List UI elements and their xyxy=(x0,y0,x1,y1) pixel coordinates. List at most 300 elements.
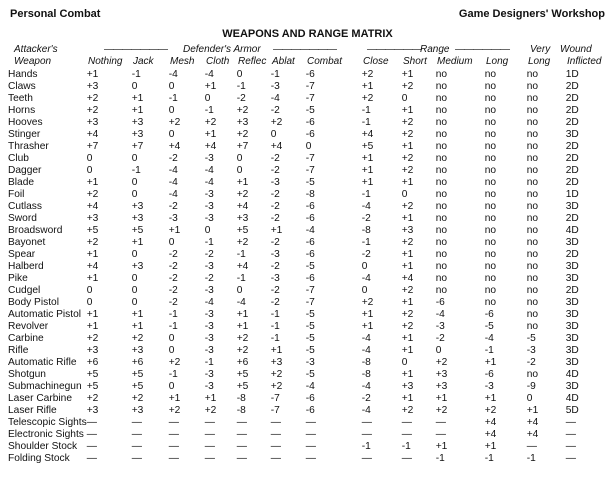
table-cell: +1 xyxy=(86,273,99,284)
table-cell: -6 xyxy=(305,69,315,80)
table-cell: +2 xyxy=(401,237,414,248)
column-header: Inflicted xyxy=(567,56,602,67)
table-cell: -2 xyxy=(168,201,178,212)
column-header: Ablat xyxy=(272,56,295,67)
weapon-name: Shoulder Stock xyxy=(8,441,78,452)
table-cell: -1 xyxy=(204,105,214,116)
weapon-name: Dagger xyxy=(8,165,42,176)
table-cell: -1 xyxy=(270,333,280,344)
table-row xyxy=(8,429,606,441)
table-cell: 2D xyxy=(565,177,579,188)
table-cell: 0 xyxy=(168,333,175,344)
table-cell: -4 xyxy=(204,177,214,188)
weapon-name: Carbine xyxy=(8,333,44,344)
table-cell: — xyxy=(305,417,316,428)
table-cell: +1 xyxy=(236,177,249,188)
column-header: Long xyxy=(528,56,551,67)
table-cell: +2 xyxy=(236,345,249,356)
defender-dash-left: ——————— xyxy=(104,44,167,55)
table-cell: -5 xyxy=(305,105,315,116)
table-row xyxy=(8,249,606,261)
weapon-name: Bayonet xyxy=(8,237,46,248)
defender-group-label: Defender's Armor xyxy=(183,44,261,55)
table-cell: +5 xyxy=(86,381,99,392)
table-cell: no xyxy=(484,285,497,296)
table-cell: -7 xyxy=(270,393,280,404)
table-cell: — xyxy=(270,453,281,464)
table-cell: 0 xyxy=(131,189,138,200)
table-cell: -7 xyxy=(305,93,315,104)
table-cell: 0 xyxy=(361,261,368,272)
weapon-name: Electronic Sights xyxy=(8,429,84,440)
table-cell: — xyxy=(401,453,412,464)
table-row xyxy=(8,405,606,417)
attacker-group-label: Attacker's xyxy=(14,44,58,55)
table-cell: -8 xyxy=(236,393,246,404)
table-cell: no xyxy=(484,177,497,188)
table-cell: -2 xyxy=(270,165,280,176)
table-cell: no xyxy=(435,93,448,104)
table-cell: -5 xyxy=(305,309,315,320)
table-cell: -6 xyxy=(305,201,315,212)
table-row xyxy=(8,417,606,429)
table-cell: -1 xyxy=(131,165,141,176)
table-cell: — xyxy=(236,429,247,440)
table-cell: -2 xyxy=(168,285,178,296)
table-cell: — xyxy=(361,429,372,440)
table-cell: +1 xyxy=(401,261,414,272)
table-cell: -3 xyxy=(204,261,214,272)
table-cell: -3 xyxy=(484,381,494,392)
table-cell: +1 xyxy=(401,213,414,224)
table-cell: -6 xyxy=(305,117,315,128)
table-cell: 0 xyxy=(86,165,93,176)
table-cell: +1 xyxy=(86,309,99,320)
range-dash-left: —————— xyxy=(367,44,421,55)
table-cell: no xyxy=(484,117,497,128)
table-cell: +2 xyxy=(236,129,249,140)
table-cell: no xyxy=(526,369,539,380)
table-cell: -4 xyxy=(361,381,371,392)
table-cell: +2 xyxy=(361,69,374,80)
table-cell: no xyxy=(526,201,539,212)
table-cell: +3 xyxy=(131,129,144,140)
table-cell: +2 xyxy=(168,357,181,368)
table-cell: 0 xyxy=(131,273,138,284)
table-row xyxy=(8,105,606,117)
weapon-name: Hooves xyxy=(8,117,43,128)
table-cell: +5 xyxy=(86,225,99,236)
table-cell: +5 xyxy=(361,141,374,152)
table-cell: 0 xyxy=(270,129,277,140)
table-cell: — xyxy=(565,429,576,440)
table-cell: no xyxy=(526,129,539,140)
table-cell: +4 xyxy=(401,273,414,284)
table-cell: +1 xyxy=(204,393,217,404)
table-row xyxy=(8,261,606,273)
table-cell: -2 xyxy=(270,213,280,224)
table-cell: no xyxy=(435,249,448,260)
table-cell: no xyxy=(435,177,448,188)
table-cell: -1 xyxy=(236,81,246,92)
table-cell: 0 xyxy=(131,297,138,308)
table-cell: -5 xyxy=(305,177,315,188)
table-cell: +3 xyxy=(236,213,249,224)
table-row xyxy=(8,141,606,153)
table-cell: +3 xyxy=(131,405,144,416)
table-cell: -2 xyxy=(168,273,178,284)
weapons-matrix xyxy=(8,69,606,465)
table-cell: 0 xyxy=(236,285,243,296)
table-cell: no xyxy=(526,165,539,176)
table-cell: no xyxy=(435,273,448,284)
table-cell: -1 xyxy=(236,249,246,260)
table-cell: -2 xyxy=(168,249,178,260)
table-cell: -3 xyxy=(270,249,280,260)
table-cell: no xyxy=(484,69,497,80)
table-cell: -1 xyxy=(270,309,280,320)
table-cell: -3 xyxy=(204,213,214,224)
table-row xyxy=(8,153,606,165)
table-cell: +6 xyxy=(131,357,144,368)
table-cell: -7 xyxy=(305,297,315,308)
weapon-name: Foil xyxy=(8,189,25,200)
table-cell: +1 xyxy=(361,321,374,332)
table-cell: 4D xyxy=(565,393,579,404)
table-cell: — xyxy=(236,453,247,464)
table-cell: — xyxy=(305,441,316,452)
weapon-name: Revolver xyxy=(8,321,49,332)
table-cell: +1 xyxy=(484,393,497,404)
table-cell: no xyxy=(526,297,539,308)
table-cell: no xyxy=(484,93,497,104)
table-cell: +3 xyxy=(401,225,414,236)
table-cell: +2 xyxy=(204,405,217,416)
table-cell: -5 xyxy=(305,261,315,272)
weapon-name: Pike xyxy=(8,273,28,284)
table-cell: 2D xyxy=(565,81,579,92)
weapon-name: Halberd xyxy=(8,261,44,272)
table-cell: no xyxy=(484,249,497,260)
table-cell: — xyxy=(526,441,537,452)
table-cell: — xyxy=(270,441,281,452)
table-cell: +1 xyxy=(86,249,99,260)
table-cell: — xyxy=(305,453,316,464)
table-cell: +3 xyxy=(131,345,144,356)
table-cell: +1 xyxy=(86,321,99,332)
table-cell: 3D xyxy=(565,345,579,356)
table-cell: +1 xyxy=(361,165,374,176)
table-cell: -4 xyxy=(361,345,371,356)
table-cell: -7 xyxy=(305,153,315,164)
table-cell: +2 xyxy=(401,309,414,320)
table-cell: no xyxy=(435,129,448,140)
table-cell: no xyxy=(526,237,539,248)
table-cell: — xyxy=(168,429,179,440)
table-cell: -3 xyxy=(204,333,214,344)
weapon-name: Body Pistol xyxy=(8,297,59,308)
table-cell: +1 xyxy=(401,249,414,260)
table-cell: — xyxy=(131,429,142,440)
column-header: Short xyxy=(403,56,427,67)
table-row xyxy=(8,321,606,333)
table-cell: -2 xyxy=(270,237,280,248)
table-cell: +1 xyxy=(361,177,374,188)
table-cell: +3 xyxy=(401,381,414,392)
table-cell: 2D xyxy=(565,117,579,128)
table-cell: 0 xyxy=(401,93,408,104)
table-cell: 0 xyxy=(361,285,368,296)
table-cell: +1 xyxy=(204,129,217,140)
table-cell: — xyxy=(86,417,97,428)
table-cell: no xyxy=(526,189,539,200)
table-cell: -4 xyxy=(270,93,280,104)
weapon-name: Submachinegun xyxy=(8,381,82,392)
table-cell: -4 xyxy=(361,405,371,416)
table-cell: -3 xyxy=(270,273,280,284)
table-cell: no xyxy=(435,153,448,164)
table-cell: -3 xyxy=(204,369,214,380)
table-cell: +2 xyxy=(236,333,249,344)
table-cell: no xyxy=(526,273,539,284)
table-cell: -8 xyxy=(361,225,371,236)
table-cell: -4 xyxy=(168,69,178,80)
table-cell: +2 xyxy=(131,393,144,404)
table-cell: no xyxy=(526,213,539,224)
table-cell: no xyxy=(526,261,539,272)
table-cell: no xyxy=(484,105,497,116)
table-cell: no xyxy=(435,201,448,212)
table-cell: 0 xyxy=(236,69,243,80)
table-cell: -2 xyxy=(361,213,371,224)
table-row xyxy=(8,297,606,309)
table-cell: -6 xyxy=(484,309,494,320)
table-row xyxy=(8,453,606,465)
table-cell: +1 xyxy=(484,441,497,452)
table-row xyxy=(8,189,606,201)
table-cell: -1 xyxy=(270,321,280,332)
table-cell: +1 xyxy=(204,81,217,92)
weapon-name: Sword xyxy=(8,213,37,224)
table-cell: -6 xyxy=(305,405,315,416)
table-cell: no xyxy=(484,81,497,92)
table-cell: +1 xyxy=(86,177,99,188)
table-cell: +6 xyxy=(236,357,249,368)
table-cell: +1 xyxy=(131,105,144,116)
table-cell: -1 xyxy=(168,93,178,104)
table-cell: -4 xyxy=(305,225,315,236)
table-cell: +4 xyxy=(204,141,217,152)
table-cell: 1D xyxy=(565,189,579,200)
table-cell: — xyxy=(435,417,446,428)
table-cell: — xyxy=(131,417,142,428)
table-cell: -8 xyxy=(305,189,315,200)
table-cell: +3 xyxy=(131,201,144,212)
table-cell: -2 xyxy=(168,297,178,308)
table-cell: +2 xyxy=(270,369,283,380)
table-cell: -5 xyxy=(484,321,494,332)
table-cell: 1D xyxy=(565,69,579,80)
wound-label: Wound xyxy=(560,44,592,55)
column-header: Cloth xyxy=(206,56,230,67)
table-cell: -2 xyxy=(168,153,178,164)
table-row xyxy=(8,285,606,297)
table-cell: +3 xyxy=(86,117,99,128)
table-cell: no xyxy=(484,189,497,200)
table-cell: — xyxy=(131,453,142,464)
table-cell: no xyxy=(526,141,539,152)
table-cell: 5D xyxy=(565,405,579,416)
table-cell: +2 xyxy=(86,393,99,404)
table-cell: 2D xyxy=(565,105,579,116)
table-cell: 3D xyxy=(565,273,579,284)
table-cell: -6 xyxy=(305,213,315,224)
table-cell: 3D xyxy=(565,321,579,332)
table-cell: +2 xyxy=(236,237,249,248)
table-cell: no xyxy=(484,129,497,140)
table-cell: 3D xyxy=(565,297,579,308)
table-cell: no xyxy=(484,297,497,308)
table-cell: — xyxy=(565,453,576,464)
table-row xyxy=(8,93,606,105)
table-cell: 2D xyxy=(565,93,579,104)
table-cell: -3 xyxy=(204,153,214,164)
table-row xyxy=(8,213,606,225)
table-cell: +3 xyxy=(86,345,99,356)
table-cell: +3 xyxy=(236,117,249,128)
table-cell: +2 xyxy=(86,237,99,248)
weapon-name: Laser Rifle xyxy=(8,405,57,416)
table-cell: 2D xyxy=(565,285,579,296)
table-cell: -3 xyxy=(168,213,178,224)
table-cell: 3D xyxy=(565,333,579,344)
table-cell: no xyxy=(484,225,497,236)
table-cell: +2 xyxy=(86,105,99,116)
table-cell: +1 xyxy=(168,393,181,404)
table-cell: -3 xyxy=(204,345,214,356)
weapon-name: Automatic Rifle xyxy=(8,357,77,368)
table-cell: no xyxy=(526,117,539,128)
table-cell: +2 xyxy=(401,129,414,140)
table-cell: -1 xyxy=(361,189,371,200)
table-cell: -3 xyxy=(204,381,214,392)
table-cell: 0 xyxy=(401,189,408,200)
table-cell: +1 xyxy=(401,105,414,116)
table-cell: -1 xyxy=(168,321,178,332)
table-cell: +2 xyxy=(401,165,414,176)
table-cell: +3 xyxy=(131,117,144,128)
table-cell: -5 xyxy=(526,333,536,344)
table-cell: +7 xyxy=(131,141,144,152)
table-cell: -2 xyxy=(270,297,280,308)
very-label: Very xyxy=(530,44,551,55)
weapon-name: Shotgun xyxy=(8,369,46,380)
weapon-name: Club xyxy=(8,153,29,164)
table-cell: +1 xyxy=(361,153,374,164)
table-cell: +1 xyxy=(270,345,283,356)
table-cell: 3D xyxy=(565,201,579,212)
column-header: Medium xyxy=(437,56,473,67)
table-cell: no xyxy=(526,249,539,260)
table-cell: +1 xyxy=(270,225,283,236)
table-cell: — xyxy=(168,441,179,452)
table-row xyxy=(8,309,606,321)
column-header: Mesh xyxy=(170,56,195,67)
table-cell: -3 xyxy=(526,345,536,356)
table-cell: -1 xyxy=(435,453,445,464)
weapon-name: Broadsword xyxy=(8,225,63,236)
column-header: Jack xyxy=(133,56,154,67)
table-cell: -2 xyxy=(270,189,280,200)
table-cell: +3 xyxy=(435,381,448,392)
table-cell: — xyxy=(401,429,412,440)
table-cell: +2 xyxy=(86,93,99,104)
table-cell: 3D xyxy=(565,261,579,272)
table-row xyxy=(8,165,606,177)
column-header: Long xyxy=(486,56,509,67)
table-cell: +2 xyxy=(131,333,144,344)
weapon-name: Claws xyxy=(8,81,36,92)
table-cell: +1 xyxy=(484,357,497,368)
table-cell: 0 xyxy=(168,105,175,116)
table-cell: -7 xyxy=(270,405,280,416)
table-cell: -8 xyxy=(361,357,371,368)
table-cell: +4 xyxy=(86,201,99,212)
table-cell: -1 xyxy=(236,273,246,284)
table-cell: +4 xyxy=(484,429,497,440)
table-cell: no xyxy=(526,321,539,332)
table-cell: -5 xyxy=(305,369,315,380)
table-cell: no xyxy=(484,213,497,224)
table-cell: +2 xyxy=(401,405,414,416)
header-left: Personal Combat xyxy=(10,8,101,20)
table-cell: +1 xyxy=(168,225,181,236)
table-cell: -4 xyxy=(361,201,371,212)
table-cell: +3 xyxy=(86,213,99,224)
table-cell: -3 xyxy=(204,201,214,212)
table-cell: +1 xyxy=(435,393,448,404)
column-header: Close xyxy=(363,56,389,67)
table-cell: +2 xyxy=(168,117,181,128)
table-cell: no xyxy=(484,153,497,164)
table-cell: — xyxy=(86,429,97,440)
table-cell: -1 xyxy=(361,441,371,452)
table-cell: 0 xyxy=(526,393,533,404)
table-cell: -1 xyxy=(361,117,371,128)
table-cell: -6 xyxy=(305,249,315,260)
table-cell: +2 xyxy=(204,117,217,128)
table-cell: — xyxy=(305,429,316,440)
weapon-name: Thrasher xyxy=(8,141,49,152)
table-cell: no xyxy=(526,105,539,116)
table-cell: +3 xyxy=(131,213,144,224)
table-cell: +1 xyxy=(131,93,144,104)
table-cell: no xyxy=(435,69,448,80)
table-cell: — xyxy=(204,417,215,428)
table-cell: 0 xyxy=(168,81,175,92)
table-cell: +1 xyxy=(361,81,374,92)
table-cell: -4 xyxy=(204,297,214,308)
table-cell: 0 xyxy=(204,225,211,236)
table-cell: -1 xyxy=(484,345,494,356)
table-cell: -2 xyxy=(270,153,280,164)
table-cell: +1 xyxy=(131,237,144,248)
table-cell: -3 xyxy=(204,285,214,296)
table-cell: — xyxy=(435,429,446,440)
table-cell: +1 xyxy=(236,321,249,332)
table-cell: -3 xyxy=(305,357,315,368)
table-row xyxy=(8,201,606,213)
